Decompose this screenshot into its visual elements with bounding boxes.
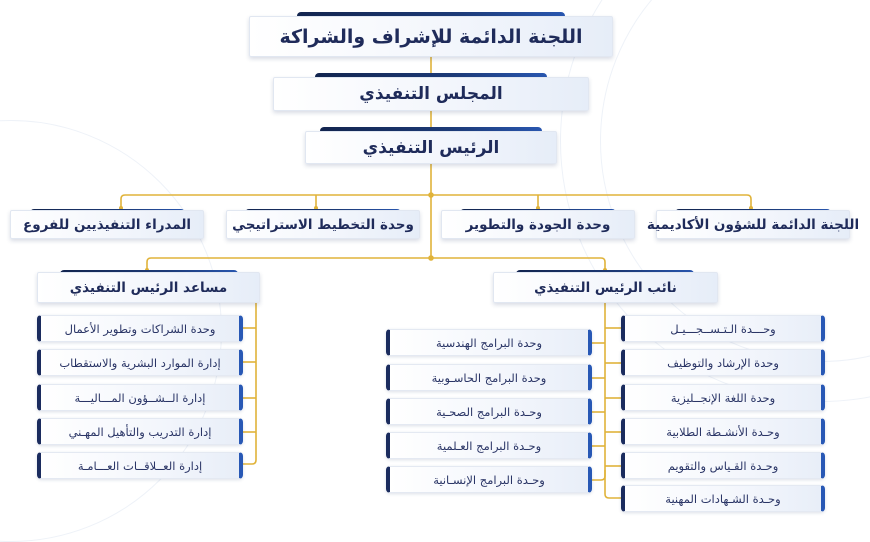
node-academic-affairs-committee: اللجنة الدائمة للشؤون الأكاديمية (656, 210, 850, 239)
node-humanities-programs: وحـدة البرامج الإنسـانية (386, 466, 592, 493)
node-computing-programs: وحدة البرامج الحاسـوبية (386, 364, 592, 391)
node-branch-directors: المدراء التنفيذيين للفروع (10, 210, 204, 239)
node-public-relations: إدارة العــلاقــات العـــامـة (37, 452, 243, 479)
node-training-department: إدارة التدريب والتأهيل المهـني (37, 418, 243, 445)
node-english-unit: وحدة اللغة الإنجــليزية (621, 384, 825, 411)
node-partnerships-unit: وحدة الشراكات وتطوير الأعمال (37, 315, 243, 342)
node-health-programs: وحـدة البرامج الصحـية (386, 398, 592, 425)
node-guidance-employment-unit: وحدة الإرشاد والتوظيف (621, 349, 825, 376)
node-hr-department: إدارة الموارد البشرية والاستقطاب (37, 349, 243, 376)
node-executive-council: المجلس التنفيذي (273, 77, 589, 111)
node-supervision-committee: اللجنة الدائمة للإشراف والشراكة (249, 16, 613, 57)
node-strategic-planning: وحدة التخطيط الاستراتيجي (226, 210, 420, 239)
node-quality-development: وحدة الجودة والتطوير (441, 210, 635, 239)
node-student-activities-unit: وحـدة الأنشـطة الطلابية (621, 418, 825, 445)
node-finance-department: إدارة الــشــؤون المـــاليـــة (37, 384, 243, 411)
node-assistant-ceo: مساعد الرئيس التنفيذي (37, 272, 260, 303)
node-registration-unit: وحـــدة الـتـســجـــيـل (621, 315, 825, 342)
node-professional-certificates-unit: وحـدة الشـهادات المهنية (621, 485, 825, 512)
node-deputy-ceo: نائب الرئيس التنفيذي (493, 272, 718, 303)
node-engineering-programs: وحدة البرامج الهندسية (386, 329, 592, 356)
node-assessment-unit: وحـدة القـياس والتقويم (621, 452, 825, 479)
node-ceo: الرئيس التنفيذي (305, 131, 557, 164)
node-science-programs: وحـدة البرامج العـلمية (386, 432, 592, 459)
